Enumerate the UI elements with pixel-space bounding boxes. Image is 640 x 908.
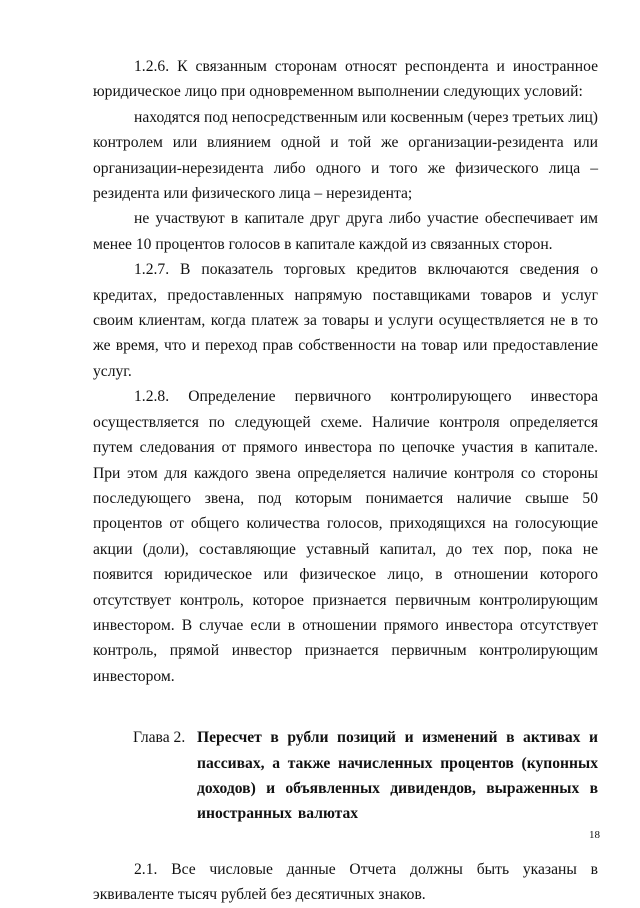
paragraph-1-2-8: 1.2.8. Определение первичного контролирующего инвестора осуществляется по следующей схеме. Наличие контроля определяется путем следования от прямого инвестора по цепочке участия в капитале. При этом для каждого звена определяется наличие контроля со стороны последующего звена, под которым понимается наличие свыше 50 процентов от общего количества голосов, приходящихся на голосующие акции (доли), составляющие уставный капитал, до тех пор, пока не появится юридическое или физическое лицо, в отношении которого отсутствует контроль, которое признается первичным контролирующим инвестором. В случае если в отношении прямого инвестора отсутствует контроль, прямой инвестор признается первичным контролирующим инвестором. — [93, 388, 598, 685]
document-page — [93, 54, 598, 908]
chapter-heading — [133, 725, 598, 827]
chapter-title: Пересчет в рубли позиций и изменений в активах и пассивах, а также начисленных процентов (купонных доходов) и объявленных дивидендов, выраженных в иностранных валютах — [197, 729, 598, 823]
chapter-number: Глава 2. — [133, 729, 186, 747]
page-number: 18 — [589, 829, 600, 841]
paragraph-1-2-7: 1.2.7. В показатель торговых кредитов включаются сведения о кредитах, предоставленных напрямую поставщиками товаров и услуг своим клиентам, когда платеж за товары и услуги осуществляется не в то же время, что и переход прав собственности на товар или предоставление услуг. — [93, 261, 598, 380]
paragraph-1-2-6: 1.2.6. К связанным сторонам относят респондента и иностранное юридическое лицо при одновременном выполнении следующих условий: — [93, 58, 598, 101]
spacer — [93, 689, 598, 725]
spacer — [93, 827, 598, 857]
paragraph-condition-1: находятся под непосредственным или косвенным (через третьих лиц) контролем или влиянием одной и той же организации-резидента или организации-нерезидента либо одного и того же физического лица – резидента или физического лица – нерезидента; — [93, 108, 598, 203]
paragraph-2-1: 2.1. Все числовые данные Отчета должны быть указаны в эквиваленте тысяч рублей без десятичных знаков. — [93, 860, 598, 904]
paragraph-condition-2: не участвуют в капитале друг друга либо участие обеспечивает им менее 10 процентов голосов в капитале каждой из связанных сторон. — [93, 210, 598, 253]
